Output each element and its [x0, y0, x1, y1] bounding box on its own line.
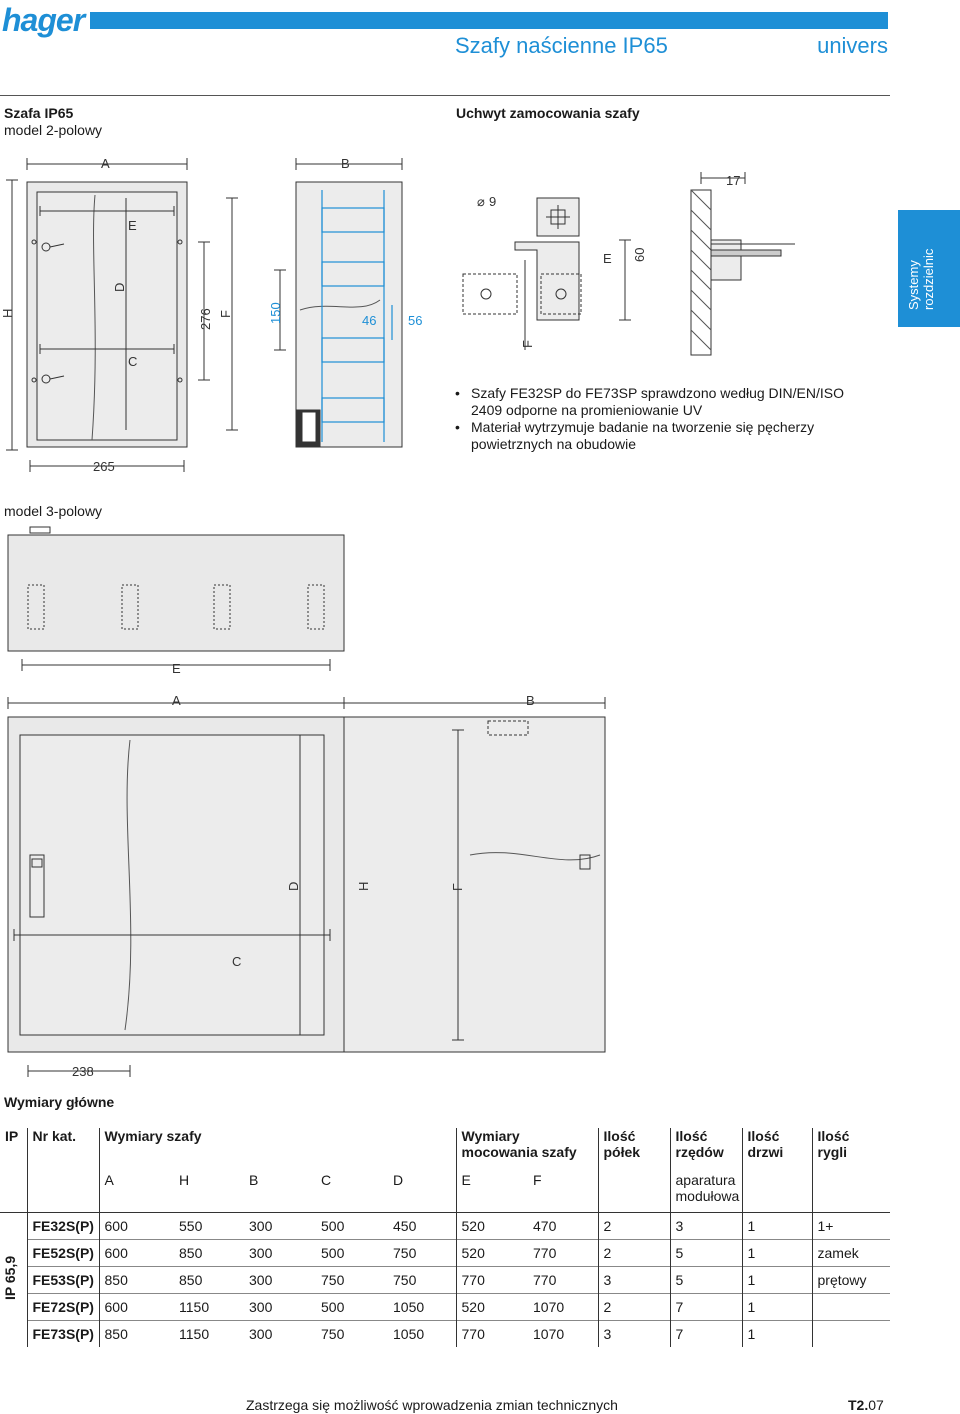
cell-C: 500 [316, 1239, 388, 1266]
table-row [0, 1266, 890, 1293]
cell-H: 1150 [174, 1320, 244, 1347]
bracket-dim-E: E [603, 251, 612, 266]
cell-A: 600 [99, 1212, 174, 1239]
cell-cat: FE32S(P) [27, 1212, 99, 1239]
cell-C: 750 [316, 1266, 388, 1293]
cell-polek: 2 [598, 1239, 670, 1266]
cell-D: 1050 [388, 1293, 456, 1320]
cell-D: 750 [388, 1266, 456, 1293]
sub-F: F [533, 1172, 542, 1188]
dim-276: 276 [198, 308, 213, 330]
dim-265: 265 [93, 459, 115, 474]
ip-vertical-label: IP 65,9 [2, 1255, 18, 1300]
cell-polek: 3 [598, 1266, 670, 1293]
hdr-drzwi: Ilość drzwi [742, 1128, 812, 1172]
sub-D: D [393, 1172, 404, 1188]
cell-B: 300 [244, 1320, 316, 1347]
cell-rygli [812, 1293, 890, 1320]
cell-D: 750 [388, 1239, 456, 1266]
sub-aparatura: aparatura modułowa [670, 1172, 742, 1212]
cell-A: 600 [99, 1293, 174, 1320]
dim-56: 56 [408, 313, 423, 328]
sub-C: C [321, 1172, 332, 1188]
page-number: T2.07 [848, 1397, 884, 1413]
hdr-wymiary: Wymiary szafy [99, 1128, 456, 1172]
bracket-diameter-symbol: ⌀ [477, 194, 485, 209]
cell-drzwi: 1 [742, 1293, 812, 1320]
table-row [0, 1293, 890, 1320]
cell-E: 520 [456, 1239, 528, 1266]
cell-A: 600 [99, 1239, 174, 1266]
cell-C: 500 [316, 1293, 388, 1320]
cell-E: 770 [456, 1320, 528, 1347]
cell-rzedow: 5 [670, 1239, 742, 1266]
page-title: Szafy naścienne IP65 [455, 33, 668, 58]
cell-rygli: 1+ [812, 1212, 890, 1239]
cell-drzwi: 1 [742, 1320, 812, 1347]
bracket-dim-60: 60 [632, 247, 647, 262]
sub-H: H [179, 1172, 190, 1188]
cell-F: 1070 [528, 1320, 598, 1347]
cell-F: 770 [528, 1266, 598, 1293]
cell-B: 300 [244, 1239, 316, 1266]
m3-dim-D: D [286, 881, 301, 891]
cell-F: 770 [528, 1239, 598, 1266]
cell-rzedow: 7 [670, 1293, 742, 1320]
cell-H: 550 [174, 1212, 244, 1239]
cell-drzwi: 1 [742, 1239, 812, 1266]
cell-polek: 2 [598, 1293, 670, 1320]
hdr-ip: IP [5, 1128, 19, 1144]
m3-dim-H: H [356, 881, 371, 891]
dim-E: E [128, 218, 137, 233]
cell-cat: FE72S(P) [27, 1293, 99, 1320]
cell-rygli [812, 1320, 890, 1347]
cell-D: 450 [388, 1212, 456, 1239]
cell-B: 300 [244, 1293, 316, 1320]
dim-C: C [128, 354, 138, 369]
m3-dim-238: 238 [72, 1064, 94, 1079]
hdr-mocowania: Wymiary mocowania szafy [456, 1128, 598, 1172]
hdr-rygli: Ilość rygli [812, 1128, 890, 1172]
bracket-dim-F: F [520, 340, 535, 348]
table-title: Wymiary główne [4, 1094, 115, 1110]
cell-drzwi: 1 [742, 1212, 812, 1239]
cell-C: 500 [316, 1212, 388, 1239]
dim-46: 46 [362, 313, 377, 328]
sub-A: A [99, 1172, 174, 1212]
cell-polek: 2 [598, 1212, 670, 1239]
cell-rzedow: 3 [670, 1212, 742, 1239]
dim-A: A [101, 156, 110, 171]
section-title-3pole: model 3-polowy [4, 503, 103, 519]
cell-H: 1150 [174, 1293, 244, 1320]
m3-dim-B: B [526, 693, 535, 708]
dim-H: H [0, 308, 15, 318]
bracket-diameter: 9 [489, 194, 497, 209]
brand-line: univers [817, 33, 888, 58]
cell-A: 850 [99, 1320, 174, 1347]
side-tab[interactable] [898, 210, 960, 327]
drawing-3pole [0, 525, 610, 1085]
table-row [0, 1239, 890, 1266]
cell-cat: FE73S(P) [27, 1320, 99, 1347]
cell-cat: FE53S(P) [27, 1266, 99, 1293]
dim-F: F [218, 310, 233, 318]
cell-F: 1070 [528, 1293, 598, 1320]
cell-E: 520 [456, 1293, 528, 1320]
cell-F: 470 [528, 1212, 598, 1239]
section-title-2pole: Szafa IP65 [4, 105, 74, 121]
hdr-rzedow: Ilość rzędów [670, 1128, 742, 1172]
m3-dim-F: F [450, 883, 465, 891]
m3-dim-E: E [172, 661, 181, 676]
dim-150: 150 [268, 302, 283, 324]
cell-H: 850 [174, 1266, 244, 1293]
dim-D: D [112, 282, 127, 292]
section-title-bracket: Uchwyt zamocowania szafy [456, 105, 640, 121]
dim-B: B [341, 156, 350, 171]
bullet-item: • Szafy FE32SP do FE73SP sprawdzono według DIN/EN/ISO 2409 odporne na promieniowanie UV [455, 385, 875, 419]
bracket-dim-17: 17 [726, 173, 741, 188]
cell-D: 1050 [388, 1320, 456, 1347]
hdr-nr: Nr kat. [27, 1128, 99, 1172]
cell-H: 850 [174, 1239, 244, 1266]
drawing-2pole [0, 150, 450, 480]
cell-A: 850 [99, 1266, 174, 1293]
table-row [0, 1320, 890, 1347]
hdr-polek: Ilość półek [598, 1128, 670, 1172]
side-tab-label: Systemy rozdzielnic [906, 248, 936, 310]
header-bar [90, 12, 888, 29]
sub-E: E [456, 1172, 528, 1212]
spec-table [0, 1128, 890, 1347]
cell-rzedow: 7 [670, 1320, 742, 1347]
sub-B: B [249, 1172, 259, 1188]
cell-rygli: prętowy [812, 1266, 890, 1293]
footer-note: Zastrzega się możliwość wprowadzenia zmian technicznych [246, 1397, 618, 1413]
cell-B: 300 [244, 1266, 316, 1293]
header-divider [0, 95, 890, 96]
section-subtitle-2pole: model 2-polowy [4, 122, 103, 138]
cell-cat: FE52S(P) [27, 1239, 99, 1266]
cell-rzedow: 5 [670, 1266, 742, 1293]
cell-C: 750 [316, 1320, 388, 1347]
table-row [0, 1212, 890, 1239]
cell-E: 770 [456, 1266, 528, 1293]
cell-B: 300 [244, 1212, 316, 1239]
m3-dim-C: C [232, 954, 242, 969]
drawing-bracket [455, 150, 895, 360]
bullet-list [455, 385, 875, 453]
hager-logo: hager [2, 2, 85, 38]
m3-dim-A: A [172, 693, 181, 708]
bullet-item: • Materiał wytrzymuje badanie na tworzenie się pęcherzy powietrznych na obudowie [455, 419, 875, 453]
cell-polek: 3 [598, 1320, 670, 1347]
cell-rygli: zamek [812, 1239, 890, 1266]
cell-E: 520 [456, 1212, 528, 1239]
cell-drzwi: 1 [742, 1266, 812, 1293]
